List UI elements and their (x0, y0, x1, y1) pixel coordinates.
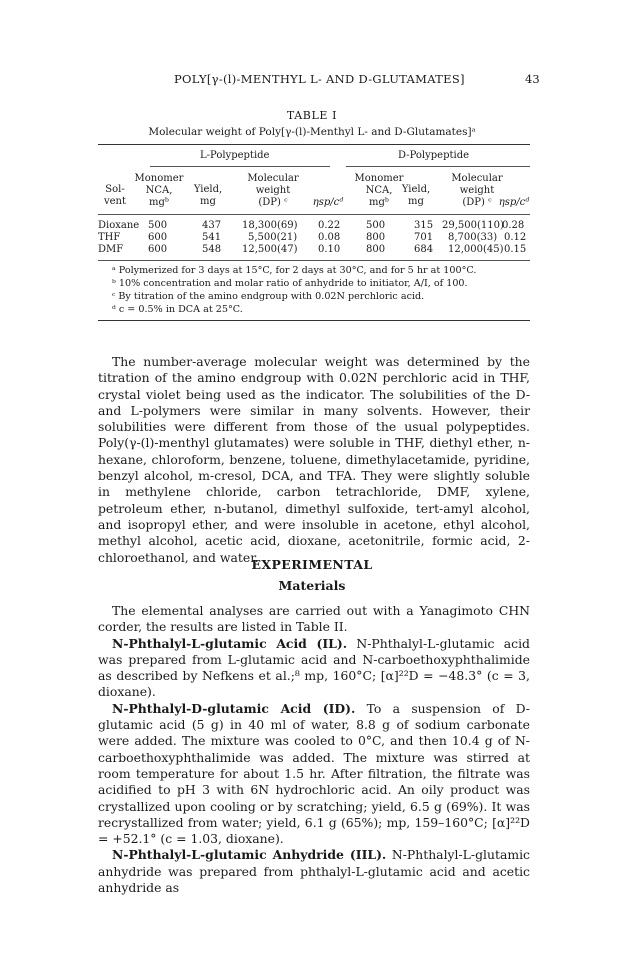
col-head-l-yield: Yield, mg (193, 184, 223, 207)
running-head: POLY[γ-(l)-MENTHYL L- AND D-GLUTAMATES] (174, 72, 465, 86)
table-end-rule (98, 320, 530, 321)
body-paragraph: N-Phthalyl-L-glutamic Acid (IL). N-Phthalyl-L-glutamic acid was prepared from L-glutamic acid and N-carboethoxyphthalimide as described by Nefkens et al.;⁸ mp, 160°C; [α]²²D = −48.3° (c = 3, dioxane). (98, 635, 530, 700)
col-head-l-mw: Molecular weight (DP) ᶜ (247, 173, 299, 208)
table-header-rule (98, 214, 530, 215)
table-row: DMF 600 548 12,500(47) 0.10 800 684 12,000(45) 0.15 (98, 244, 527, 255)
col-head-d-mw: Molecular weight (DP) ᶜ (451, 173, 503, 208)
table-top-rule (98, 144, 530, 145)
col-head-d-monomer: Monomer NCA, mgᵇ (354, 173, 404, 208)
col-head-l-monomer: Monomer NCA, mgᵇ (134, 173, 184, 208)
group-head-d: D-Polypeptide (398, 150, 470, 161)
col-head-d-eta: ηsp/cᵈ (498, 197, 530, 208)
body-paragraph: N-Phthalyl-D-glutamic Acid (ID). To a suspension of D-glutamic acid (5 g) in 40 ml of water, 8.8 g of sodium carbonate were added. The mixture was cooled to 0°C, and then 10.4 g of N-carboethoxyphthalimide was added. The mixture was stirred at room temperature for about 1.5 hr. After filtration, the filtrate was acidified to pH 3 with 6N hydrochloric acid. An oily product was crystallized upon cooling or by scratching; yield, 6.5 g (69%). It was recrystallized from water; yield, 6.1 g (65%); mp, 159–160°C; [α]²²D = +52.1° (c = 1.03, dioxane). (98, 700, 530, 847)
subsection-heading-materials: Materials (278, 578, 346, 593)
group-rule-d (346, 166, 530, 167)
col-head-l-eta: ηsp/cᵈ (312, 197, 344, 208)
table-bottom-rule (98, 260, 530, 261)
table-caption: Molecular weight of Poly[γ-(l)-Menthyl L- and D-Glutamates]ᵃ (148, 126, 476, 138)
section-heading-experimental: EXPERIMENTAL (251, 557, 373, 572)
col-head-d-yield: Yield, mg (401, 184, 431, 207)
run-in-title: N-Phthalyl-L-glutamic Acid (IL). (112, 635, 348, 651)
body-paragraph: The number-average molecular weight was determined by the titration of the amino endgroup with 0.02N perchloric acid in THF, crystal violet being used as the indicator. The solubilities of the D- and L-polymers were similar in many solvents. However, their solubilities were different from those of the usual polypeptides. Poly(γ-(l)-menthyl glutamates) were soluble in THF, diethyl ether, n-hexane, chloroform, benzene, toluene, dimethylacetamide, pyridine, benzyl alcohol, m-cresol, DCA, and TFA. They were slightly soluble in methylene chloride, carbon tetrachloride, DMF, xylene, petroleum ether, n-butanol, dimethyl sulfoxide, tert-amyl alcohol, and isopropyl ether, and were insoluble in acetone, ethyl alcohol, methyl alcohol, acetic acid, dioxane, acetonitrile, formic acid, 2-chloroethanol, and water. (98, 354, 530, 565)
table-footnote: ᶜ By titration of the amino endgroup with 0.02N perchloric acid. (112, 291, 425, 302)
body-paragraph: N-Phthalyl-L-glutamic Anhydride (IIL). N-Phthalyl-L-glutamic anhydride was prepared from phthalyl-L-glutamic acid and acetic anhydride as (98, 847, 530, 896)
run-in-title: N-Phthalyl-L-glutamic Anhydride (IIL). (112, 847, 387, 863)
page-number: 43 (525, 72, 540, 86)
table-footnote: ᵈ c = 0.5% in DCA at 25°C. (112, 304, 243, 315)
body-paragraph: The elemental analyses are carried out with a Yanagimoto CHN corder, the results are listed in Table II. (98, 603, 530, 635)
run-in-title: N-Phthalyl-D-glutamic Acid (ID). (112, 700, 356, 716)
group-rule-l (150, 166, 330, 167)
table-footnote: ᵃ Polymerized for 3 days at 15°C, for 2 days at 30°C, and for 5 hr at 100°C. (112, 265, 477, 276)
table-row: Dioxane 500 437 18,300(69) 0.22 500 315 29,500(110) 0.28 (98, 220, 525, 231)
experimental-text (98, 603, 530, 896)
table-row: THF 600 541 5,500(21) 0.08 800 701 8,700(33) 0.12 (98, 232, 527, 243)
col-head-solvent: Sol- vent (103, 184, 127, 207)
group-head-l: L-Polypeptide (200, 150, 270, 161)
table-label: TABLE I (286, 109, 338, 122)
table-footnote: ᵇ 10% concentration and molar ratio of anhydride to initiator, A/I, of 100. (112, 278, 468, 289)
